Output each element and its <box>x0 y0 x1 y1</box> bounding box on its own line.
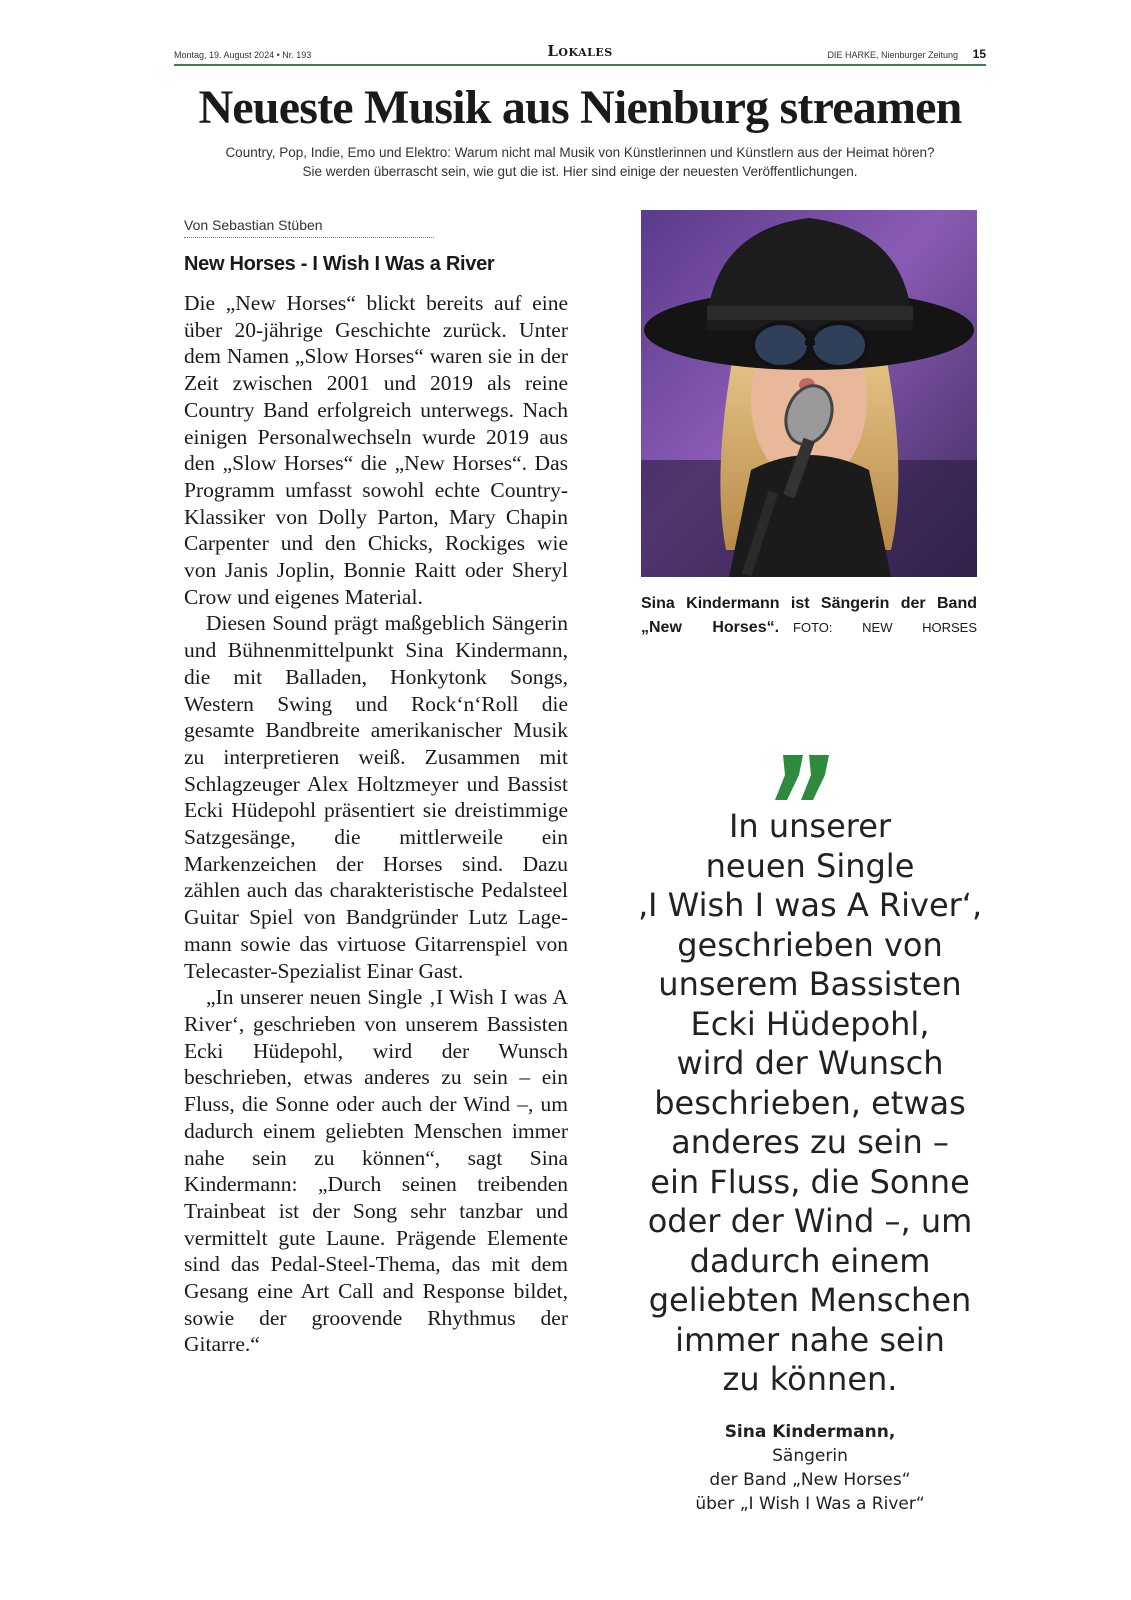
article-paragraph: Die „New Horses“ blickt bereits auf eine über 20-jährige Geschichte zurück. Unter dem Namen „Slow Horses“ waren sie in der Zeit zwischen 2001 und 2019 als reine Country Band erfolgreich unterwegs. Nach einigen Personalwechseln wurde 2019 aus den „Slow Horses“ die „New Horses“. Das Programm umfasst sowohl echte Country-Klassiker von Dolly Parton, Mary Chapin Carpenter und den Chicks, Rockiges wie von Janis Joplin, Bonnie Raitt oder Sheryl Crow und eigenes Material. <box>184 291 568 609</box>
page-header <box>174 44 986 66</box>
newspaper-name: DIE HARKE, Nienburger Zeitung <box>827 50 958 60</box>
article-paragraph: Diesen Sound prägt maßgeblich Sängerin und Bühnenmittelpunkt Sina Kindermann, die mit Balladen, Honkytonk Songs, Western Swing und Rock‘n‘Roll die gesamte Bandbreite amerikanischer Musik zu interpretieren weiß. Zusammen mit Schlagzeuger Alex Holtzmeyer und Bassist Ecki Hüdepohl präsentiert sie dreistimmige Satzgesänge, die mittlerweile ein Markenzeichen der Horses sind. Dazu zählen auch das charakteristische Pedalsteel Guitar Spiel von Bandgründer Lutz Lagemann sowie das virtuose Gitarrenspiel von Telecaster-Spezialist Einar Gast. <box>184 611 568 983</box>
deck-line: Country, Pop, Indie, Emo und Elektro: Warum nicht mal Musik von Künstlerinnen und Künstlern aus der Heimat hören? <box>225 145 935 160</box>
pull-quote-line: neuen Single <box>705 846 915 885</box>
pull-quote-line: unserem Bassisten <box>658 965 962 1003</box>
quote-author-band: der Band „New Horses“ <box>709 1470 911 1490</box>
singer-photo <box>641 210 977 577</box>
caption-text: Sina Kindermann ist Sängerin der Band „New Horses“. <box>641 595 977 636</box>
pull-quote-line: Ecki Hüdepohl, <box>690 1004 930 1043</box>
pull-quote-line: geschrieben von <box>677 925 943 964</box>
pull-quote-line: immer nahe sein <box>675 1320 945 1359</box>
pull-quote-line: zu können. <box>722 1360 898 1398</box>
pull-quote-line: anderes zu sein – <box>671 1123 949 1161</box>
pull-quote <box>630 807 990 1400</box>
byline: Von Sebastian Stüben <box>184 217 434 238</box>
issue-date: Montag, 19. August 2024 • Nr. 193 <box>174 50 312 60</box>
pull-quote-line: beschrieben, etwas <box>654 1083 966 1122</box>
headline: Neueste Musik aus Nienburg streamen <box>198 81 962 134</box>
photo-credit: FOTO: NEW HORSES <box>793 620 977 635</box>
subhead: New Horses - I Wish I Was a River <box>184 253 495 275</box>
pull-quote-line: wird der Wunsch <box>676 1044 944 1082</box>
pull-quote-line: In unserer <box>728 807 892 845</box>
pull-quote-line: geliebten Menschen <box>648 1281 972 1319</box>
pull-quote-line: dadurch einem <box>689 1241 931 1280</box>
article-body <box>184 290 568 1358</box>
quote-attribution <box>630 1420 990 1516</box>
article-paragraph: „In unserer neuen Single ‚I Wish I was A River‘, geschrieben von unserem Bassisten Ecki Hüdepohl, wird der Wunsch beschrieben, etwas anderes zu sein – ein Fluss, die Sonne oder auch der Wind –, um dadurch einem geliebten Menschen immer nahe sein zu können“, sagt Sina Kindermann: „Durch seinen treibenden Trainbeat ist der Song sehr tanzbar und vermittelt gute Laune. Prägende Elemente sind das Pedal-Steel-Thema, das mit dem Gesang eine Art Call and Response bildet, sowie der groovende Rhythmus der Gitarre.“ <box>184 985 568 1357</box>
photo-caption <box>641 592 977 640</box>
quote-author-song: über „I Wish I Was a River“ <box>695 1494 925 1514</box>
pull-quote-line: oder der Wind –, um <box>647 1202 973 1240</box>
quote-author-name: Sina Kindermann, <box>724 1422 896 1442</box>
pull-quote-line: ‚I Wish I was A River‘, <box>637 886 983 924</box>
deck <box>174 143 986 181</box>
quotation-mark-icon <box>775 755 835 800</box>
pull-quote-line: ein Fluss, die Sonne <box>650 1162 970 1201</box>
section-title: Lokales <box>547 42 613 60</box>
quote-author-role: Sängerin <box>772 1446 848 1466</box>
deck-line: Sie werden überrascht sein, wie gut die ist. Hier sind einige der neuesten Veröffentlichungen. <box>302 164 858 179</box>
page-number: 15 <box>972 47 986 61</box>
